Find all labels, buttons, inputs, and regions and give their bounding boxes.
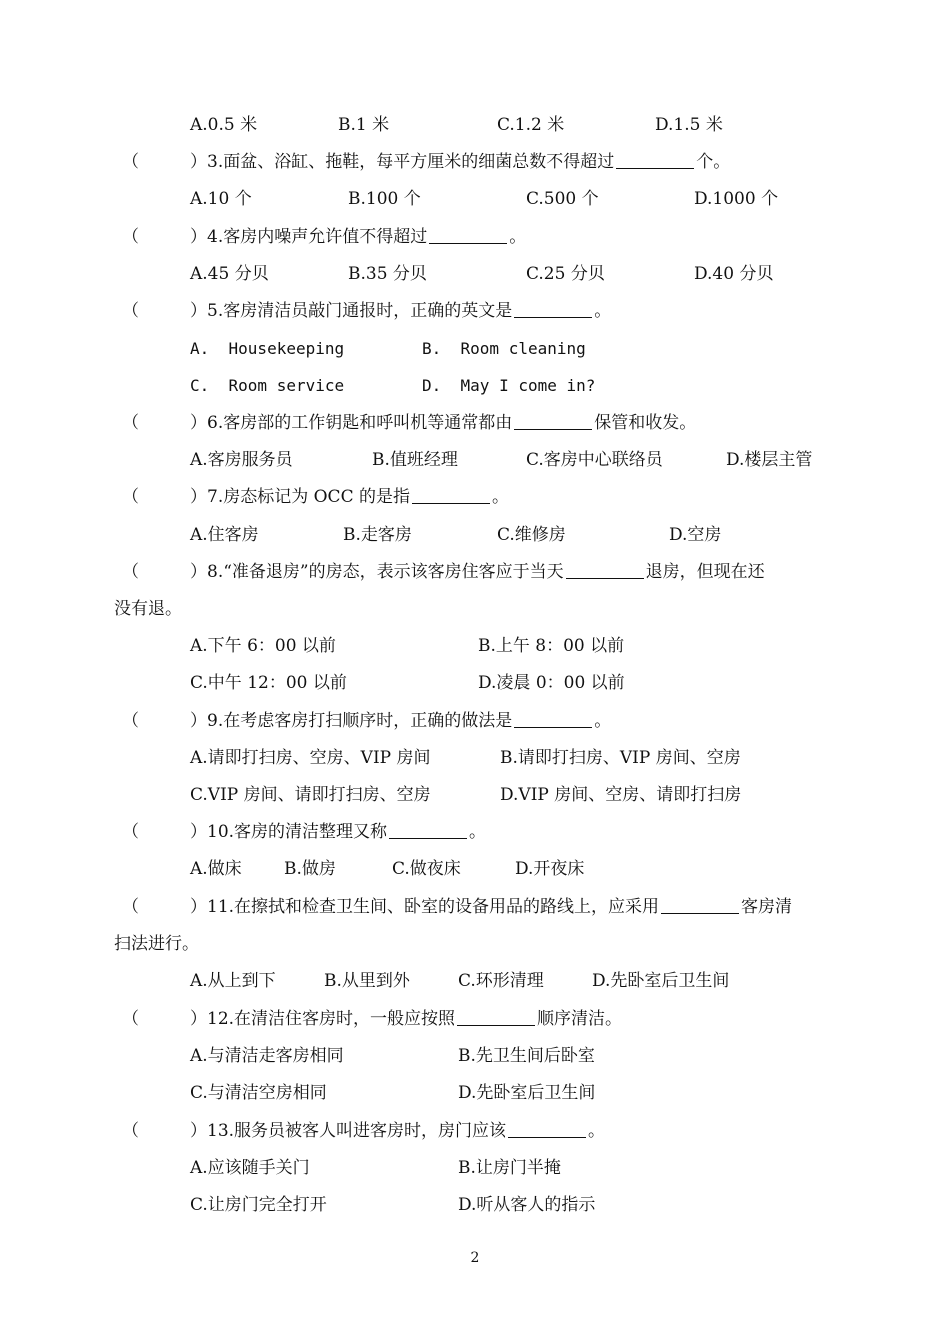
option: D.先卧室后卫生间	[458, 1083, 596, 1103]
answer-blank	[457, 1009, 535, 1026]
question-continuation: 扫法进行。	[114, 934, 199, 954]
option: A.请即打扫房、空房、VIP 房间	[190, 748, 431, 768]
option: C.1.2 米	[497, 115, 565, 135]
answer-blank	[661, 897, 739, 914]
option: D.VIP 房间、空房、请即打扫房	[500, 785, 742, 805]
option: D.凌晨 0：00 以前	[478, 673, 625, 693]
option: A.从上到下	[190, 971, 276, 991]
question-6	[122, 412, 696, 434]
option: A.应该随手关门	[190, 1158, 310, 1178]
answer-bracket: （ ）	[122, 152, 207, 172]
answer-bracket: （ ）	[122, 487, 207, 507]
question-text-tail: 客房清	[741, 897, 793, 917]
option: D.开夜床	[515, 859, 585, 879]
option: D.听从客人的指示	[458, 1195, 596, 1215]
answer-bracket: （ ）	[122, 1009, 207, 1029]
option: B.先卫生间后卧室	[458, 1046, 595, 1066]
question-text-tail: 。	[594, 301, 612, 321]
answer-bracket: （ ）	[122, 711, 207, 731]
option: A.客房服务员	[190, 450, 293, 470]
option: B.让房门半掩	[458, 1158, 561, 1178]
option: B.100 个	[348, 189, 421, 209]
question-text: 6.客房部的工作钥匙和呼叫机等通常都由	[207, 413, 513, 433]
question-text: 5.客房清洁员敲门通报时，正确的英文是	[207, 301, 513, 321]
option: A. Housekeeping	[190, 339, 345, 358]
answer-blank	[616, 152, 694, 169]
option: D.空房	[669, 525, 722, 545]
question-text-tail: 。	[594, 711, 612, 731]
answer-blank	[514, 301, 592, 318]
question-text-tail: 保管和收发。	[594, 413, 697, 433]
question-7	[122, 486, 509, 508]
answer-bracket: （ ）	[122, 562, 207, 582]
option: B.值班经理	[372, 450, 458, 470]
question-text: 4.客房内噪声允许值不得超过	[207, 227, 428, 247]
answer-blank	[429, 227, 507, 244]
answer-bracket: （ ）	[122, 897, 207, 917]
option: D.40 分贝	[694, 264, 774, 284]
answer-blank	[389, 822, 467, 839]
option: D. May I come in?	[422, 376, 596, 395]
option: C.500 个	[526, 189, 599, 209]
question-text-tail: 。	[491, 487, 509, 507]
option: C.与清洁空房相同	[190, 1083, 327, 1103]
question-10	[122, 821, 486, 843]
question-3	[122, 151, 730, 173]
answer-blank	[514, 413, 592, 430]
question-12	[122, 1008, 622, 1030]
option: B. Room cleaning	[422, 339, 586, 358]
question-text-tail: 顺序清洁。	[537, 1009, 623, 1029]
option: B.从里到外	[324, 971, 410, 991]
question-continuation: 没有退。	[114, 599, 182, 619]
answer-blank	[508, 1121, 586, 1138]
option: C. Room service	[190, 376, 345, 395]
option: B.1 米	[338, 115, 390, 135]
option: A.10 个	[190, 189, 252, 209]
question-text-tail: 。	[509, 227, 527, 247]
question-text-tail: 个。	[696, 152, 731, 172]
question-text: 12.在清洁住客房时，一般应按照	[207, 1009, 456, 1029]
option: B.上午 8：00 以前	[478, 636, 625, 656]
option: A.0.5 米	[190, 115, 258, 135]
option: A.住客房	[190, 525, 259, 545]
question-4	[122, 226, 526, 248]
option: B.走客房	[343, 525, 412, 545]
question-text: 10.客房的清洁整理又称	[207, 822, 388, 842]
answer-bracket: （ ）	[122, 301, 207, 321]
question-text: 8.“准备退房”的房态，表示该客房住客应于当天	[207, 562, 564, 582]
option: C.VIP 房间、请即打扫房、空房	[190, 785, 431, 805]
option: A.下午 6：00 以前	[190, 636, 336, 656]
question-13	[122, 1120, 605, 1142]
answer-bracket: （ ）	[122, 413, 207, 433]
answer-bracket: （ ）	[122, 227, 207, 247]
question-text-tail: 退房，但现在还	[645, 562, 765, 582]
option: C.环形清理	[458, 971, 544, 991]
question-text: 7.房态标记为 OCC 的是指	[207, 487, 410, 507]
option: B.请即打扫房、VIP 房间、空房	[500, 748, 741, 768]
answer-bracket: （ ）	[122, 822, 207, 842]
option: C.中午 12：00 以前	[190, 673, 347, 693]
answer-bracket: （ ）	[122, 1121, 207, 1141]
answer-blank	[412, 487, 490, 504]
option: C.做夜床	[392, 859, 461, 879]
question-11	[122, 896, 792, 918]
question-text: 3.面盆、浴缸、拖鞋，每平方厘米的细菌总数不得超过	[207, 152, 615, 172]
option: A.做床	[190, 859, 242, 879]
question-text: 9.在考虑客房打扫顺序时，正确的做法是	[207, 711, 513, 731]
option: C.25 分贝	[526, 264, 605, 284]
question-text: 13.服务员被客人叫进客房时，房门应该	[207, 1121, 507, 1141]
answer-blank	[566, 562, 644, 579]
option: D.先卧室后卫生间	[592, 971, 730, 991]
answer-blank	[514, 711, 592, 728]
question-9	[122, 710, 611, 732]
question-text-tail: 。	[588, 1121, 606, 1141]
option: C.客房中心联络员	[526, 450, 663, 470]
page-number: 2	[470, 1250, 480, 1266]
question-5	[122, 300, 611, 322]
option: A.与清洁走客房相同	[190, 1046, 344, 1066]
option: A.45 分贝	[190, 264, 269, 284]
question-text-tail: 。	[469, 822, 487, 842]
option: D.1000 个	[694, 189, 779, 209]
option: C.让房门完全打开	[190, 1195, 327, 1215]
question-text: 11.在擦拭和检查卫生间、卧室的设备用品的路线上，应采用	[207, 897, 660, 917]
question-8	[122, 561, 765, 583]
option: D.楼层主管	[726, 450, 813, 470]
option: C.维修房	[497, 525, 566, 545]
option: B.做房	[284, 859, 336, 879]
option: D.1.5 米	[655, 115, 723, 135]
option: B.35 分贝	[348, 264, 427, 284]
